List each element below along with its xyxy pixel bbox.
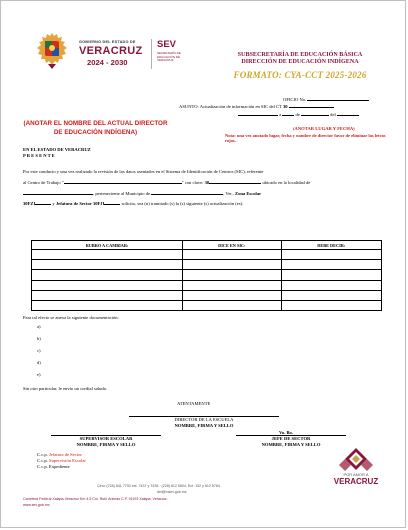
ccp-value: Supervisión Escolar (49, 458, 86, 463)
table-cell[interactable] (32, 300, 183, 310)
municipio-label: perteneciente al Municipio de (95, 191, 151, 196)
sin-otro-text: Sin otro particular, le envío un cordial saludo. (23, 386, 108, 391)
sev-logo-text: SEV (157, 39, 177, 50)
table-cell[interactable] (32, 270, 183, 280)
subsecretaria-title: SUBSECRETARÍA DE EDUCACIÓN BÁSICA (237, 52, 363, 58)
header-debe: DEBE DECIR: (281, 241, 381, 250)
table-row (32, 260, 382, 270)
atentamente-text: ATENTAMENTE (177, 401, 211, 406)
asunto-text: Actualización de información en SIC del CT (199, 104, 282, 109)
body-line-3 (23, 191, 389, 197)
table-cell[interactable] (183, 260, 281, 270)
oficio-field[interactable] (307, 100, 369, 101)
formato-title: FORMATO: CYA-CCT 2025-2026 (233, 70, 367, 80)
ccp-value: Jefatura de Sector (49, 452, 82, 457)
asunto-row (179, 104, 334, 110)
table-cell[interactable] (183, 250, 281, 260)
jefatura-field[interactable] (104, 204, 120, 205)
fecha-a-label: a (279, 112, 282, 117)
logo-top-text: POR AMOR A (343, 472, 369, 477)
fecha-del-label: del (330, 112, 336, 117)
ccp-value: Expediente (49, 464, 70, 469)
addressee-line1: EN EL ESTADO DE VERACRUZ (23, 147, 91, 152)
anexo-item-b: b) (37, 336, 41, 341)
table-header-row (32, 241, 382, 250)
table-cell[interactable] (183, 300, 281, 310)
anotar-lugar-note: (ANOTAR LUGAR Y FECHA) (293, 126, 355, 131)
localidad-label: ubicado en la localidad de (262, 180, 311, 185)
footer-email: dei@msev.gob.mx (157, 490, 187, 494)
anexo-item-e: e) (37, 372, 41, 377)
anexo-text: Para tal efecto se anexa la siguiente documentación: (23, 315, 119, 320)
comma: , (93, 191, 95, 196)
anexo-item-d: d) (37, 360, 41, 365)
anexo-item-a: a) (37, 324, 41, 329)
anexo-item-c: c) (37, 348, 41, 353)
fecha-de-label: de (295, 112, 300, 117)
body-line-4 (23, 201, 389, 207)
table-cell[interactable] (32, 260, 183, 270)
y-label: y (52, 201, 55, 206)
jefe-title: JEFE DE SECTOR (271, 436, 311, 441)
cambios-table (31, 240, 382, 311)
ccp-item (37, 464, 70, 470)
table-cell[interactable] (32, 280, 183, 290)
gob-state-text: VERACRUZ (79, 45, 143, 57)
body-line-1: Por este conducto y una vez realizado la revisión de los datos asentados en el Sistema de Identificación de Centros (SIC), referente (23, 169, 264, 174)
footer-address: Carretera Federal Xalapa-Veracruz Km 4.5 Col. Rubí Animas C.P. 91193 Xalapa, Veracruz. (23, 497, 168, 501)
table-cell[interactable] (32, 250, 183, 260)
header-dice: DICE EN SIC: (183, 241, 281, 250)
table-cell[interactable] (183, 280, 281, 290)
table-body (32, 250, 382, 311)
table-cell[interactable] (281, 260, 381, 270)
ccp-label: C.c.p. (37, 464, 48, 469)
asunto-ct-prefix: 30 (282, 104, 288, 109)
sev-subtitle: SECRETARÍA DE EDUCACIÓN DE VERACRUZ (157, 51, 181, 63)
zona-field[interactable] (35, 204, 51, 205)
fecha-row (238, 112, 359, 118)
table-cell[interactable] (281, 250, 381, 260)
logo-bottom-text: VERACRUZ (333, 477, 379, 486)
state-seal-icon (34, 31, 70, 71)
oficio-label: OFICIO No. (283, 97, 307, 102)
clave-prefix: 30 (204, 180, 210, 185)
table-row (32, 300, 382, 310)
table-cell[interactable] (32, 290, 183, 300)
addressee-line2: P R E S E N T E (23, 153, 55, 158)
solicito-text: solicito, sea (n) tramitado (s) la (s) siguiente (s) actualización (es): (121, 201, 244, 206)
zona-label: Zona Escolar (235, 191, 262, 196)
header-rubro: RUBRO A CAMBIAR: (32, 241, 183, 250)
dia-field[interactable] (282, 115, 294, 116)
gob-top-text: GOBIERNO DEL ESTADO DE (79, 40, 136, 44)
nota-eliminar: Nota: una vez anotado lugar, fecha y nombre de director favor de eliminar las letras rojas. (225, 133, 386, 144)
header-divider (151, 39, 152, 69)
asunto-ct-field[interactable] (289, 107, 334, 108)
footer-phones: Circo (228) 841 7700 ext. 7437 y 7438 · (228) 812 5804, Ext. 152 y 812 5784 (97, 484, 220, 488)
supervisor-title: SUPERVISOR ESCOLAR (79, 436, 133, 441)
table-row (32, 290, 382, 300)
director-name-label: NOMBRE, FIRMA Y SELLO (174, 423, 234, 428)
ver-label: , Ver., (223, 191, 234, 196)
header-titles (211, 52, 389, 66)
mes-field[interactable] (301, 115, 329, 116)
oficio-row (283, 97, 369, 103)
zona-prefix: 30FZI (23, 201, 36, 206)
footer-web: www.sev.gob.mx (23, 503, 50, 507)
anotar-director-note: (ANOTAR EL NOMBRE DEL ACTUAL DIRECTOR DE EDUCACIÓN INDÍGENA) (23, 120, 168, 136)
body-line-2 (23, 180, 389, 186)
table-row (32, 250, 382, 260)
clave-field[interactable] (209, 183, 261, 184)
anio-field[interactable] (337, 115, 359, 116)
jefatura-label: Jefatura de Sector 30FJI (55, 201, 105, 206)
table-cell[interactable] (281, 280, 381, 290)
municipio-field[interactable] (151, 194, 223, 195)
supervisor-name-label: NOMBRE, FIRMA Y SELLO (76, 442, 136, 447)
ct-name-field[interactable] (64, 183, 182, 184)
gob-years-text: 2024 - 2030 (87, 58, 128, 67)
ccp-label: C.c.p. (37, 452, 48, 457)
table-cell[interactable] (281, 300, 381, 310)
table-cell[interactable] (281, 270, 381, 280)
table-cell[interactable] (281, 290, 381, 300)
clave-label: " con clave: (181, 180, 204, 185)
jefe-name-label: NOMBRE, FIRMA Y SELLO (261, 442, 321, 447)
ccp-label: C.c.p. (37, 458, 48, 463)
table-row (32, 270, 382, 280)
ct-label: al Centro de Trabajo " (23, 180, 64, 185)
director-title: DIRECTOR DE LA ESCUELA (174, 417, 234, 422)
table-row (32, 280, 382, 290)
vobo-label: Vo. Bo. (279, 430, 293, 435)
asunto-label: ASUNTO: (179, 104, 199, 109)
localidad-field[interactable] (23, 194, 93, 195)
lugar-field[interactable] (238, 115, 278, 116)
direccion-title: DIRECCIÓN DE EDUCACIÓN INDÍGENA (241, 59, 359, 65)
table-cell[interactable] (183, 290, 281, 300)
table-cell[interactable] (183, 270, 281, 280)
